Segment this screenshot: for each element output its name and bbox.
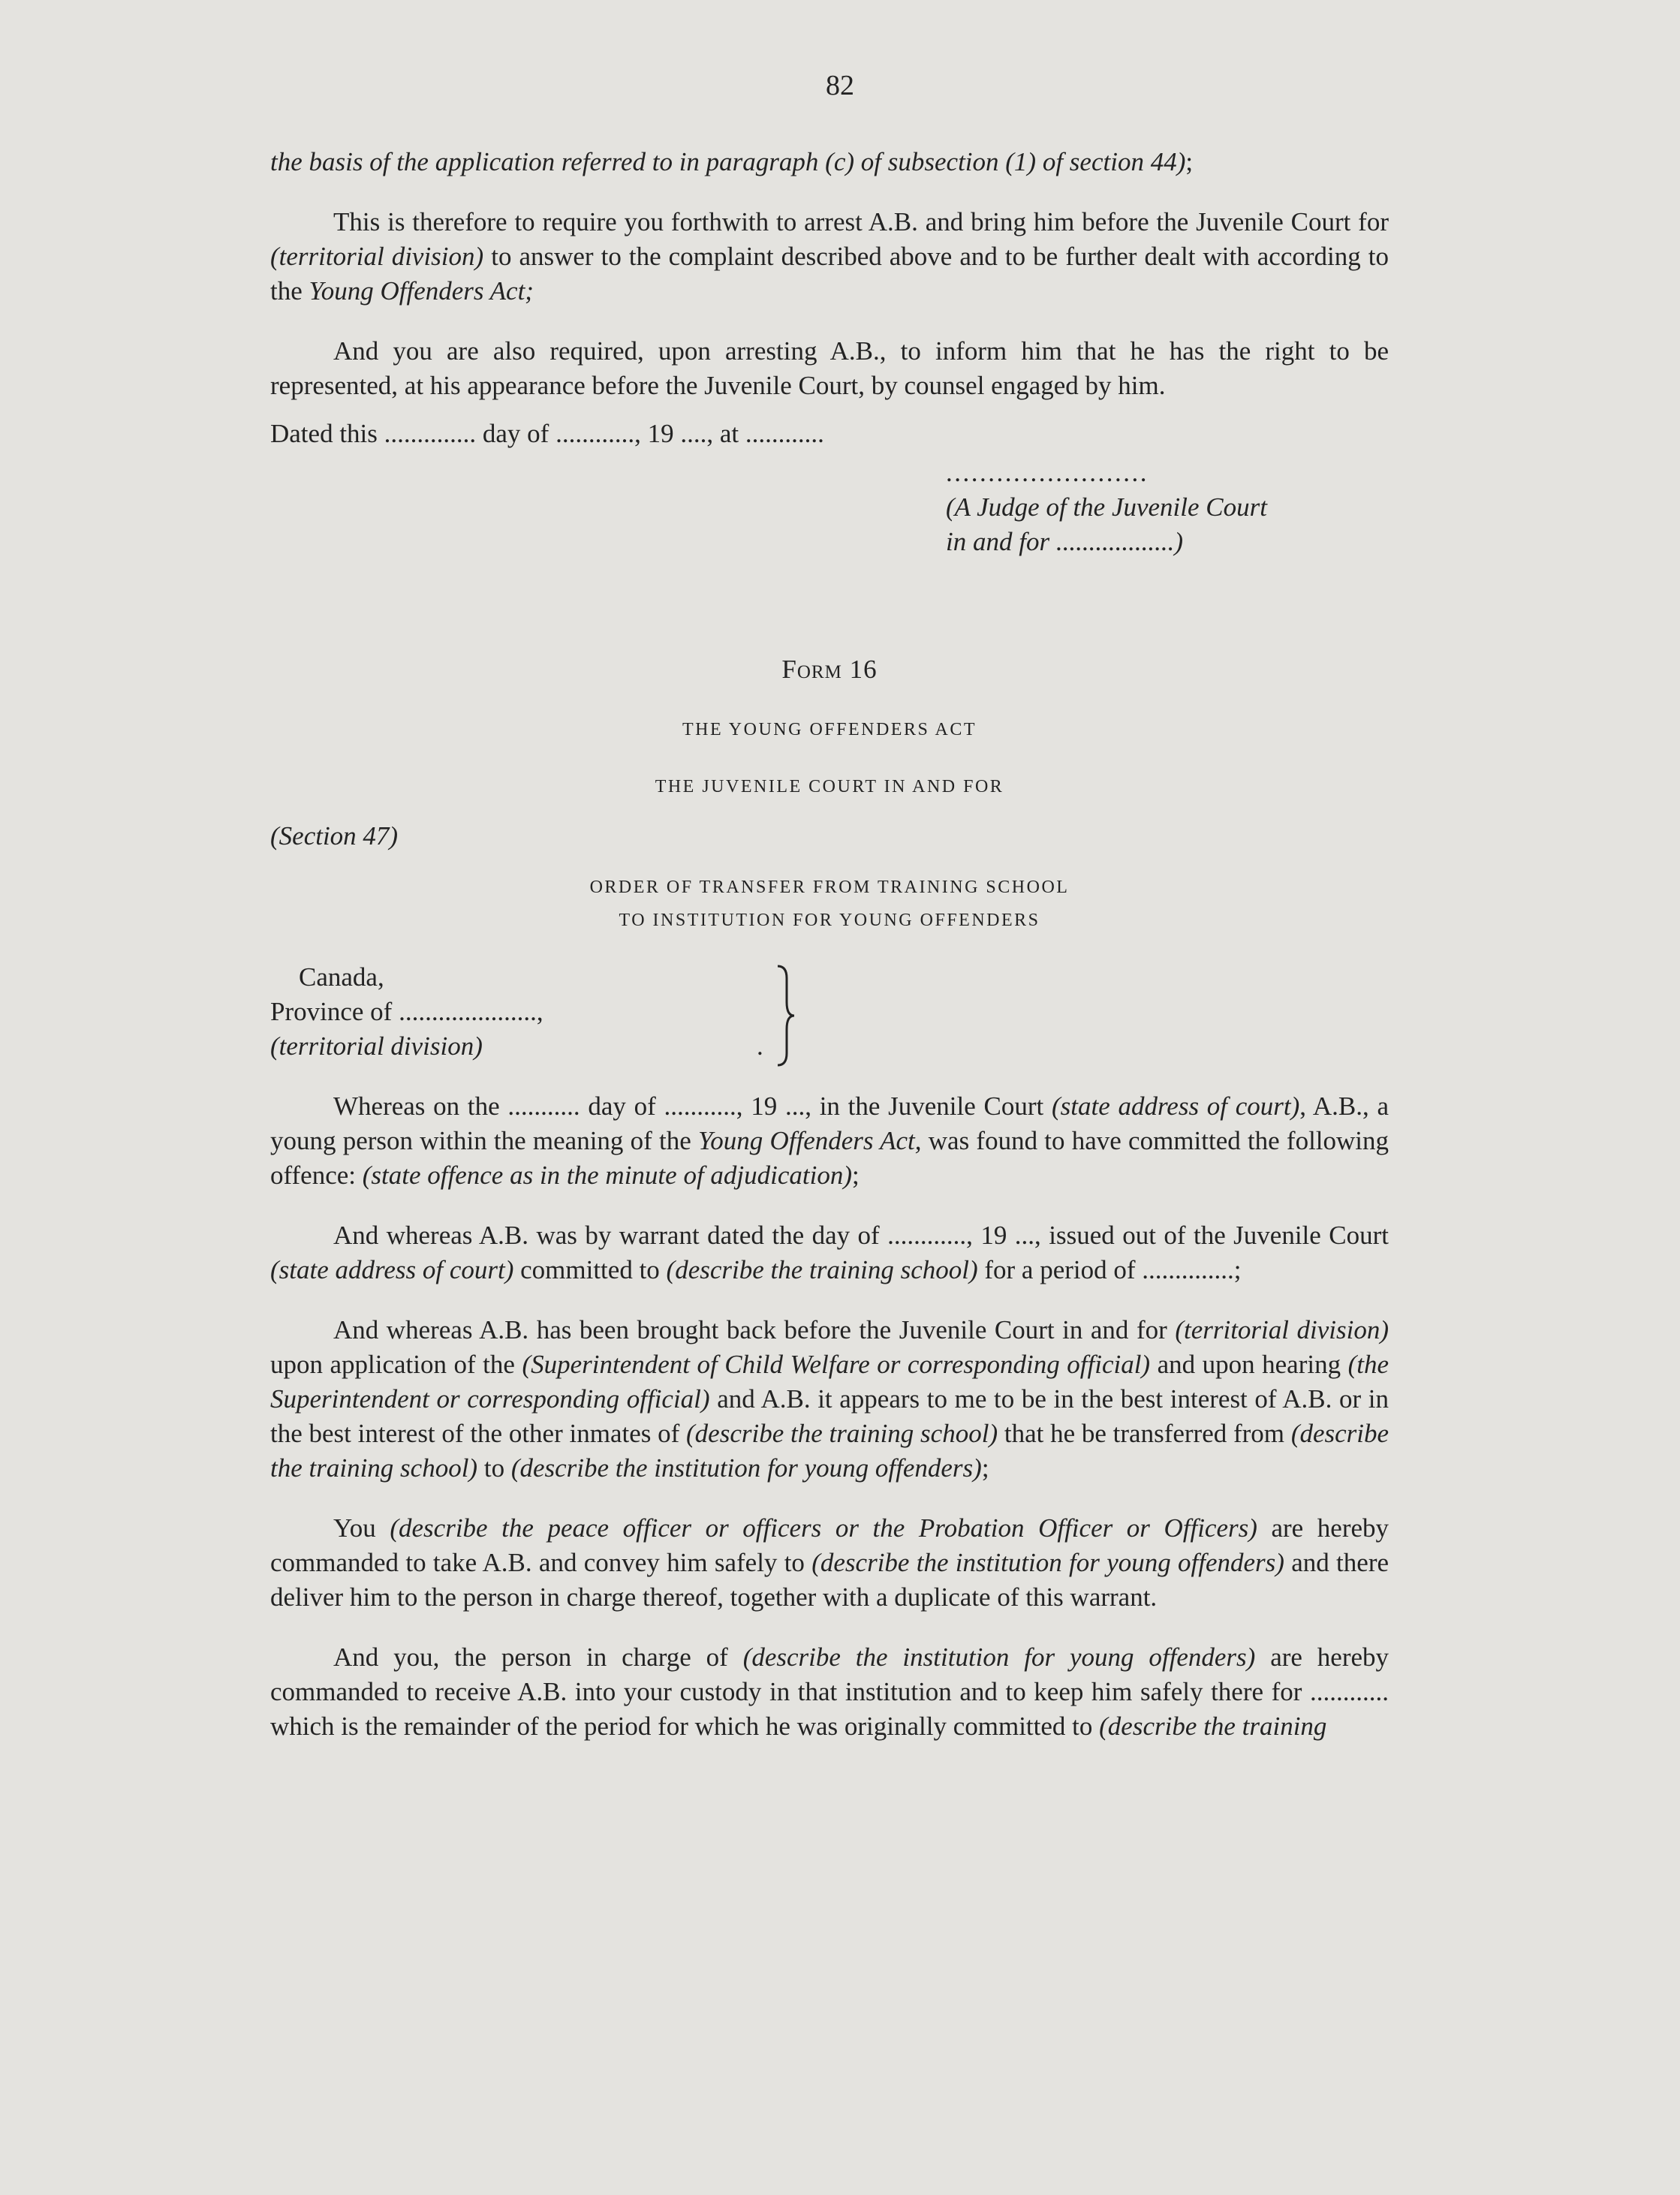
p7-text-d: (describe the training: [1099, 1712, 1327, 1741]
brace-icon: [773, 963, 797, 1068]
p3-text-f: (state offence as in the minute of adjudication): [362, 1161, 852, 1190]
p4-text-e: for a period of ..............;: [984, 1255, 1242, 1284]
p1-text-a: This is therefore to require you forthwith to arrest A.B. and bring him before the Juvenile Court for: [333, 207, 1389, 236]
counsel-paragraph: And you are also required, upon arresting A.B., to inform him that he has the right to be represented, at his appearance before the Juvenile Court, by counsel engaged by him.: [270, 336, 1389, 400]
p3-text-c: , A.B., a young person within the meaning of the: [270, 1091, 1389, 1155]
intro-text-f: ;: [1185, 147, 1194, 176]
p3-text-b: (state address of court): [1051, 1091, 1300, 1121]
whereas-paragraph-2: [270, 1218, 1389, 1287]
court-title: THE JUVENILE COURT IN AND FOR: [655, 777, 1004, 796]
act-title: THE YOUNG OFFENDERS ACT: [682, 720, 977, 739]
intro-text-a: the basis of the application referred to in paragraph: [270, 147, 819, 176]
intro-text-b: (c): [825, 147, 855, 176]
signature-dots: ........................: [946, 458, 1149, 487]
intro-text-c: of subsection: [860, 147, 999, 176]
whereas-paragraph-3: [270, 1313, 1389, 1486]
p6-text-b: (describe the peace officer or officers or the Probation Officer or Officers): [390, 1513, 1257, 1543]
form-title: Form 16: [781, 655, 878, 684]
p6-text-a: You: [333, 1513, 376, 1543]
body-text: [270, 145, 1389, 1744]
venue-division-dot: .: [757, 1031, 763, 1061]
intro-text-e: of section 44): [1042, 147, 1186, 176]
section-reference: (Section 47): [270, 821, 399, 851]
p7-text-a: And you, the person in charge of: [333, 1642, 728, 1672]
p3-text-a: Whereas on the ........... day of ..........., 19 ..., in the Juvenile Court: [333, 1091, 1044, 1121]
signature-line-1: (A Judge of the Juvenile Court: [946, 492, 1267, 522]
arrest-paragraph: [270, 205, 1389, 309]
p3-text-e: was found to have committed the following offence:: [270, 1126, 1389, 1190]
p6-text-d: (describe the institution for young offenders): [811, 1548, 1284, 1577]
venue-division: [270, 1029, 1389, 1064]
p4-text-b: (state address of court): [270, 1255, 514, 1284]
whereas-paragraph-1: [270, 1089, 1389, 1193]
p5-text-b: (territorial division): [1175, 1315, 1389, 1344]
p5-text-d: (Superintendent of Child Welfare or corresponding official): [522, 1350, 1151, 1379]
p1-text-c: to answer to the complaint described above and to be further dealt with according to the: [270, 242, 1389, 306]
p7-text-c: are hereby commanded to receive A.B. into your custody in that institution and to keep him safely there for ............ which is the remainder of the period for which he was originally committed to: [270, 1642, 1389, 1741]
p4-text-d: (describe the training school): [666, 1255, 978, 1284]
p5-text-f: (the Superintendent or corresponding official): [270, 1350, 1389, 1414]
p5-text-c: upon application of the: [270, 1350, 515, 1379]
p5-text-m: ;: [981, 1453, 989, 1483]
venue-block: [270, 960, 1389, 1070]
p5-text-i: that he be transferred from: [1004, 1419, 1285, 1448]
venue-canada: Canada,: [299, 962, 384, 992]
signature-block: [946, 456, 1389, 559]
page-number: 82: [826, 70, 854, 101]
command-paragraph: [270, 1511, 1389, 1615]
p5-text-l: (describe the institution for young offenders): [510, 1453, 982, 1483]
p3-text-g: ;: [852, 1161, 860, 1190]
intro-text-d: (1): [1005, 147, 1037, 176]
p5-text-e: and upon hearing: [1157, 1350, 1341, 1379]
p1-text-b: (territorial division): [270, 242, 484, 271]
p6-text-e: and there deliver him to the person in charge thereof, together with a duplicate of this warrant.: [270, 1548, 1389, 1612]
p1-text-d: Young Offenders Act;: [309, 276, 534, 306]
intro-paragraph: [270, 145, 1389, 179]
custody-paragraph: [270, 1640, 1389, 1744]
venue-division-label: (territorial division): [270, 1031, 483, 1061]
p5-text-k: to: [483, 1453, 505, 1483]
p4-text-a: And whereas A.B. was by warrant dated the day of ............, 19 ..., issued out of the Juvenile Court: [333, 1221, 1389, 1250]
dated-line: Dated this .............. day of ............, 19 ...., at ............: [270, 419, 824, 448]
p3-text-d: Young Offenders Act,: [698, 1126, 922, 1155]
venue-province: Province of .....................,: [270, 997, 543, 1026]
signature-line-2: in and for ..................): [946, 527, 1183, 556]
p5-text-h: (describe the training school): [686, 1419, 998, 1448]
p4-text-c: committed to: [520, 1255, 660, 1284]
order-title-line-2: TO INSTITUTION FOR YOUNG OFFENDERS: [619, 911, 1040, 930]
p6-text-c: are hereby commanded to take A.B. and convey him safely to: [270, 1513, 1389, 1577]
order-title-line-1: ORDER OF TRANSFER FROM TRAINING SCHOOL: [589, 878, 1070, 897]
p7-text-b: (describe the institution for young offenders): [742, 1642, 1256, 1672]
p5-text-g: and A.B. it appears to me to be in the best interest of A.B. or in the best interest of the other inmates of: [270, 1384, 1389, 1448]
p5-text-a: And whereas A.B. has been brought back before the Juvenile Court in and for: [333, 1315, 1167, 1344]
p5-text-j: (describe the training school): [270, 1419, 1389, 1483]
